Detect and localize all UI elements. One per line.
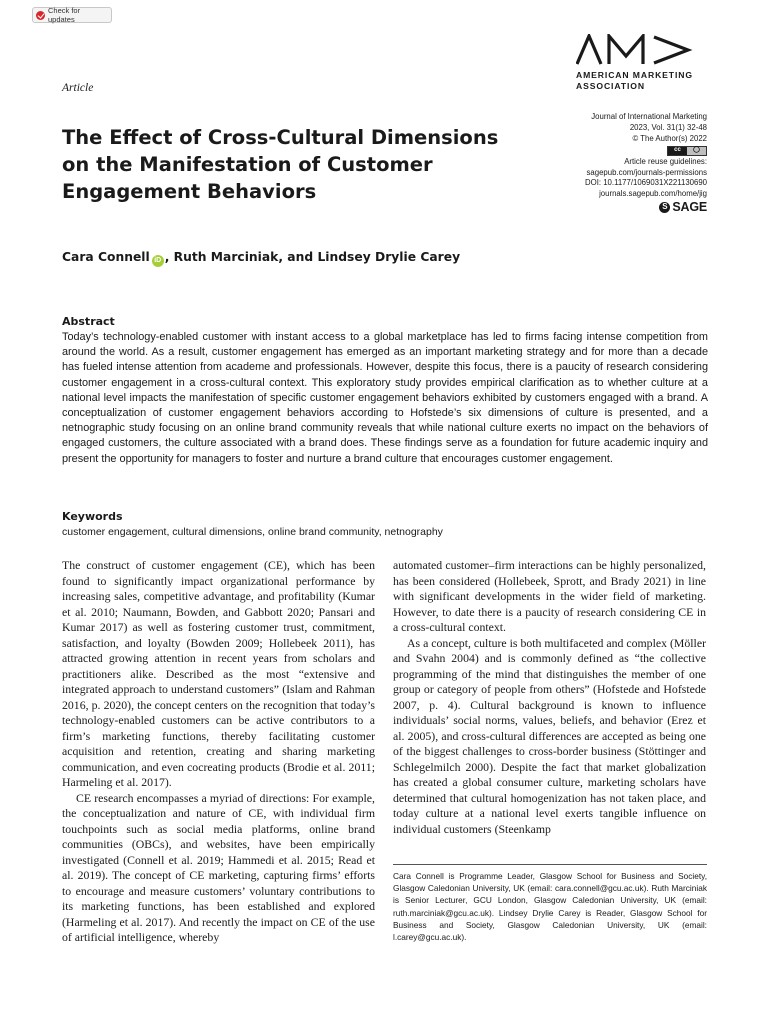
abstract-text: Today’s technology-enabled customer with instant access to a global marketplace has led to firms facing intense competition from around the world. As a result, customer engagement has emerged as an important marketing strategy and for more than a decade has fueled intense attention from academe and professionals. However, despite this focus, there is a paucity of research considering customer engagement in a cross-cultural context. This exploratory study provides empirical clarification as to whether culture at a national level impacts the manifestation of specific customer engagement behaviors exhibited by customers engaged with a brand. A conceptualization of customer engagement behaviors according to Hofstede’s six dimensions of culture is presented, and a netnographic study focusing on an online brand community reveals that while national culture exerts no impact on the behaviors of engaged customers, the culture associated with a brand does. These findings serve as a foundation for future academic inquiry and present the opportunity for managers to foster and nurture a brand culture that encourages customer engagement. xyxy=(62,331,708,465)
body-paragraph: automated customer–firm interactions can be highly personalized, has been considered (Hollebeek, Sprott, and Brady 2021) in line with significant developments in the wider field of marketing. However, to date there is a paucity of research considering CE in a cross-cultural context. xyxy=(393,558,706,634)
keywords-text: customer engagement, cultural dimensions, online brand community, netnography xyxy=(62,526,443,538)
ama-logo xyxy=(576,34,694,66)
article-type-label: Article xyxy=(62,82,94,94)
sage-icon: S xyxy=(659,202,670,213)
check-updates-icon xyxy=(36,11,45,20)
author-first: Cara Connell xyxy=(62,250,150,264)
body-column-left xyxy=(62,558,375,946)
article-title: The Effect of Cross-Cultural Dimensions on the Manifestation of Customer Engagement Behaviors xyxy=(62,126,499,203)
check-updates-label: Check for updates xyxy=(48,6,81,24)
journal-copyright: © The Author(s) 2022 xyxy=(632,133,707,143)
body-paragraph: CE research encompasses a myriad of directions: For example, the conceptualization and nature of CE, with individual firm touchpoints such as social media platforms, online brand communities (OBCs), and websites, have been empirically investigated (Connell et al. 2019; Hammedi et al. 2015; Read et al. 2019). The concept of CE marketing, capturing firms’ efforts to encourage and measure customers’ voluntary contributions to its marketing functions, has been established and explored (Harmeling et al. 2017). And recently the impact on CE of the use of artificial intelligence, whereby xyxy=(62,790,375,944)
publisher-name xyxy=(576,70,716,92)
cc-by-icon: cc ◯ xyxy=(667,146,707,156)
reuse-label: Article reuse guidelines: xyxy=(624,156,707,166)
author-list xyxy=(62,250,460,267)
publisher-name-line1: AMERICAN MARKETING xyxy=(576,70,693,80)
body-paragraph: The construct of customer engagement (CE), which has been found to significantly impact organizational performance by increasing sales, competitive advantage, and profitability (Kumar et al. 2010; Naumann, Bowden, and Gabbott 2020; Pansari and Kumar 2017) as well as fostering customer trust, commitment, satisfaction, and loyalty (Bowden 2009; Hollebeek 2011), has attracted growing attention in recent years from scholars and practitioners alike. Described as the most “extensive and integrated approach to understand customers” (Islam and Rahman 2016, p. 2020), the concept centers on the recognition that today’s technology-enabled customers can be active contributors to a firm’s marketing functions, thereby facilitating customer acquisition and retention, creating and sharing marketing communication, and even cocreating products (Brodie et al. 2011; Harmeling et al. 2017). xyxy=(62,558,375,789)
check-for-updates-button[interactable] xyxy=(32,7,112,23)
footnote-divider xyxy=(393,864,707,865)
journal-info xyxy=(507,112,707,213)
journal-citation: 2023, Vol. 31(1) 32-48 xyxy=(629,122,707,132)
body-paragraph: As a concept, culture is both multifaceted and complex (Möller and Svahn 2004) and is commonly defined as “the collective programming of the mind that distinguishes the member of one group or category of people from others” (Hofstede and Hofstede 2007, p. 4). Cultural background is known to influence individuals’ social norms, values, beliefs, and behavior (Erez et al. 2005), and cross-cultural differences are accepted as being one of the biggest challenges to cross-border business (Stöttinger and Schlegelmilch 2000). Despite the fact that market globalization has created a global consumer culture, marketing scholars have determined that cultural homogenization has not taken place, and today culture at a national level exerts tangible influence on individual customers (Steenkamp xyxy=(393,635,706,836)
author-rest: , Ruth Marciniak, and Lindsey Drylie Carey xyxy=(164,250,461,264)
sage-logo xyxy=(659,202,707,213)
sage-text: SAGE xyxy=(672,200,707,215)
keywords-heading: Keywords xyxy=(62,510,123,523)
reuse-link[interactable]: sagepub.com/journals-permissions xyxy=(586,167,707,177)
doi[interactable]: DOI: 10.1177/1069031X221130690 xyxy=(585,178,707,188)
orcid-icon[interactable]: iD xyxy=(152,255,164,267)
journal-url[interactable]: journals.sagepub.com/home/jig xyxy=(599,189,707,199)
abstract-heading: Abstract xyxy=(62,315,115,328)
publisher-name-line2: ASSOCIATION xyxy=(576,81,645,91)
journal-name: Journal of International Marketing xyxy=(591,112,707,121)
author-footnote: Cara Connell is Programme Leader, Glasgow School for Business and Society, Glasgow Caledonian University, UK (email: cara.connell@gcu.ac.uk). Ruth Marciniak is Senior Lecturer, GCU London, Glasgow Caledonian University, UK (email: ruth.marciniak@gcu.ac.uk). Lindsey Drylie Carey is Reader, Glasgow School for Business and Society, Glasgow Caledonian University, UK (email: l.carey@gcu.ac.uk). xyxy=(393,871,707,943)
body-column-right xyxy=(393,558,706,837)
